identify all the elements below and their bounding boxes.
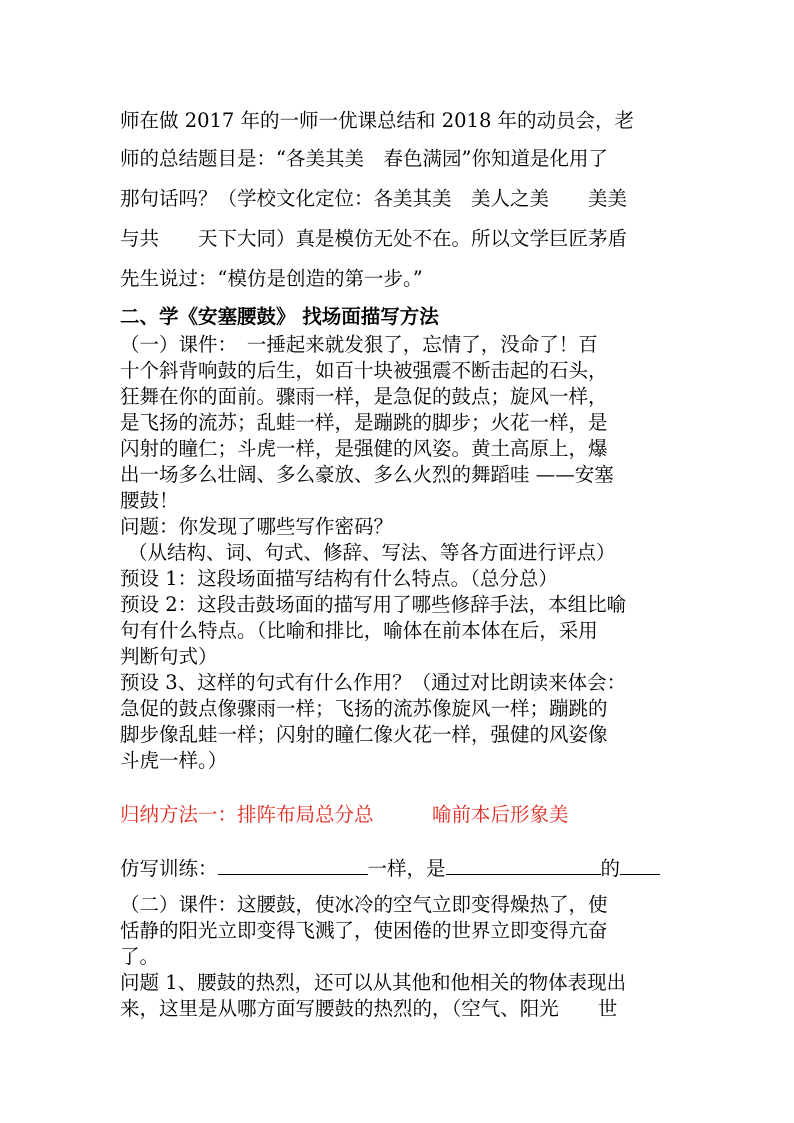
paragraph-line: 了。 [120,945,160,968]
paragraph-line: 预设 3、这样的句式有什么作用？（通过对比朗读来体会： [120,671,627,694]
paragraph-line: 先生说过：“模仿是创造的第一步。” [120,267,423,290]
paragraph-line: 恬静的阳光立即变得飞溅了，使困倦的世界立即变得亢奋 [120,919,608,942]
paragraph-line: 与共 天下大同）真是模仿无处不在。所以文学巨匠茅盾 [120,227,628,250]
paragraph-line: 是飞扬的流苏；乱蛙一样，是蹦跳的脚步；火花一样，是 [120,411,608,434]
paragraph-line: 问题：你发现了哪些写作密码？ [120,515,394,538]
paragraph-line: 腰鼓！ [120,489,179,512]
paragraph-line: 预设 1：这段场面描写结构有什么特点。（总分总） [120,567,558,590]
blank-field[interactable] [620,856,660,875]
paragraph-line: 师在做 2017 年的一师一优课总结和 2018 年的动员会，老 [120,109,635,132]
paragraph-line: 来，这里是从哪方面写腰鼓的热烈的，（空气、阳光 世 [120,997,618,1020]
paragraph-line: 斗虎一样。） [120,749,228,772]
method-summary: 归纳方法一：排阵布局总分总 喻前本后形象美 [120,803,569,826]
practice-text: 一样，是 [367,857,446,880]
paragraph-line: 急促的鼓点像骤雨一样；飞扬的流苏像旋风一样；蹦跳的 [120,697,608,720]
paragraph-line: 狂舞在你的面前。骤雨一样，是急促的鼓点；旋风一样， [120,385,608,408]
blank-field[interactable] [218,856,368,875]
paragraph-line: 出一场多么壮阔、多么豪放、多么火烈的舞蹈哇 ——安塞 [120,463,614,486]
practice-text: 的 [600,857,621,880]
section-heading: 二、学《安塞腰鼓》 找场面描写方法 [120,305,439,328]
paragraph-line: 判断句式） [120,645,218,668]
paragraph-line: （从结构、词、句式、修辞、写法、等各方面进行评点） [128,541,616,564]
paragraph-line: 脚步像乱蛙一样；闪射的瞳仁像火花一样，强健的风姿像 [120,723,608,746]
paragraph-line: 师的总结题目是：“各美其美 春色满园”你知道是化用了 [120,147,608,170]
paragraph-line: 闪射的瞳仁；斗虎一样，是强健的风姿。黄土高原上，爆 [120,437,608,460]
practice-label: 仿写训练： [120,857,218,880]
paragraph-line: （一）课件： 一捶起来就发狠了，忘情了，没命了！百 [120,333,598,356]
paragraph-line: 问题 1、腰鼓的热烈，还可以从其他和他相关的物体表现出 [120,971,627,994]
paragraph-line: 十个斜背响鼓的后生，如百十块被强震不断击起的石头， [120,359,608,382]
paragraph-line: 句有什么特点。（比喻和排比，喻体在前本体在后，采用 [120,619,598,642]
paragraph-line: 预设 2：这段击鼓场面的描写用了哪些修辞手法，本组比喻 [120,593,627,616]
paragraph-line: 那句话吗？（学校文化定位：各美其美 美人之美 美美 [120,187,628,210]
paragraph-line: （二）课件：这腰鼓，使冰冷的空气立即变得燥热了，使 [120,893,608,916]
blank-field[interactable] [446,856,601,875]
practice-line [120,856,680,882]
